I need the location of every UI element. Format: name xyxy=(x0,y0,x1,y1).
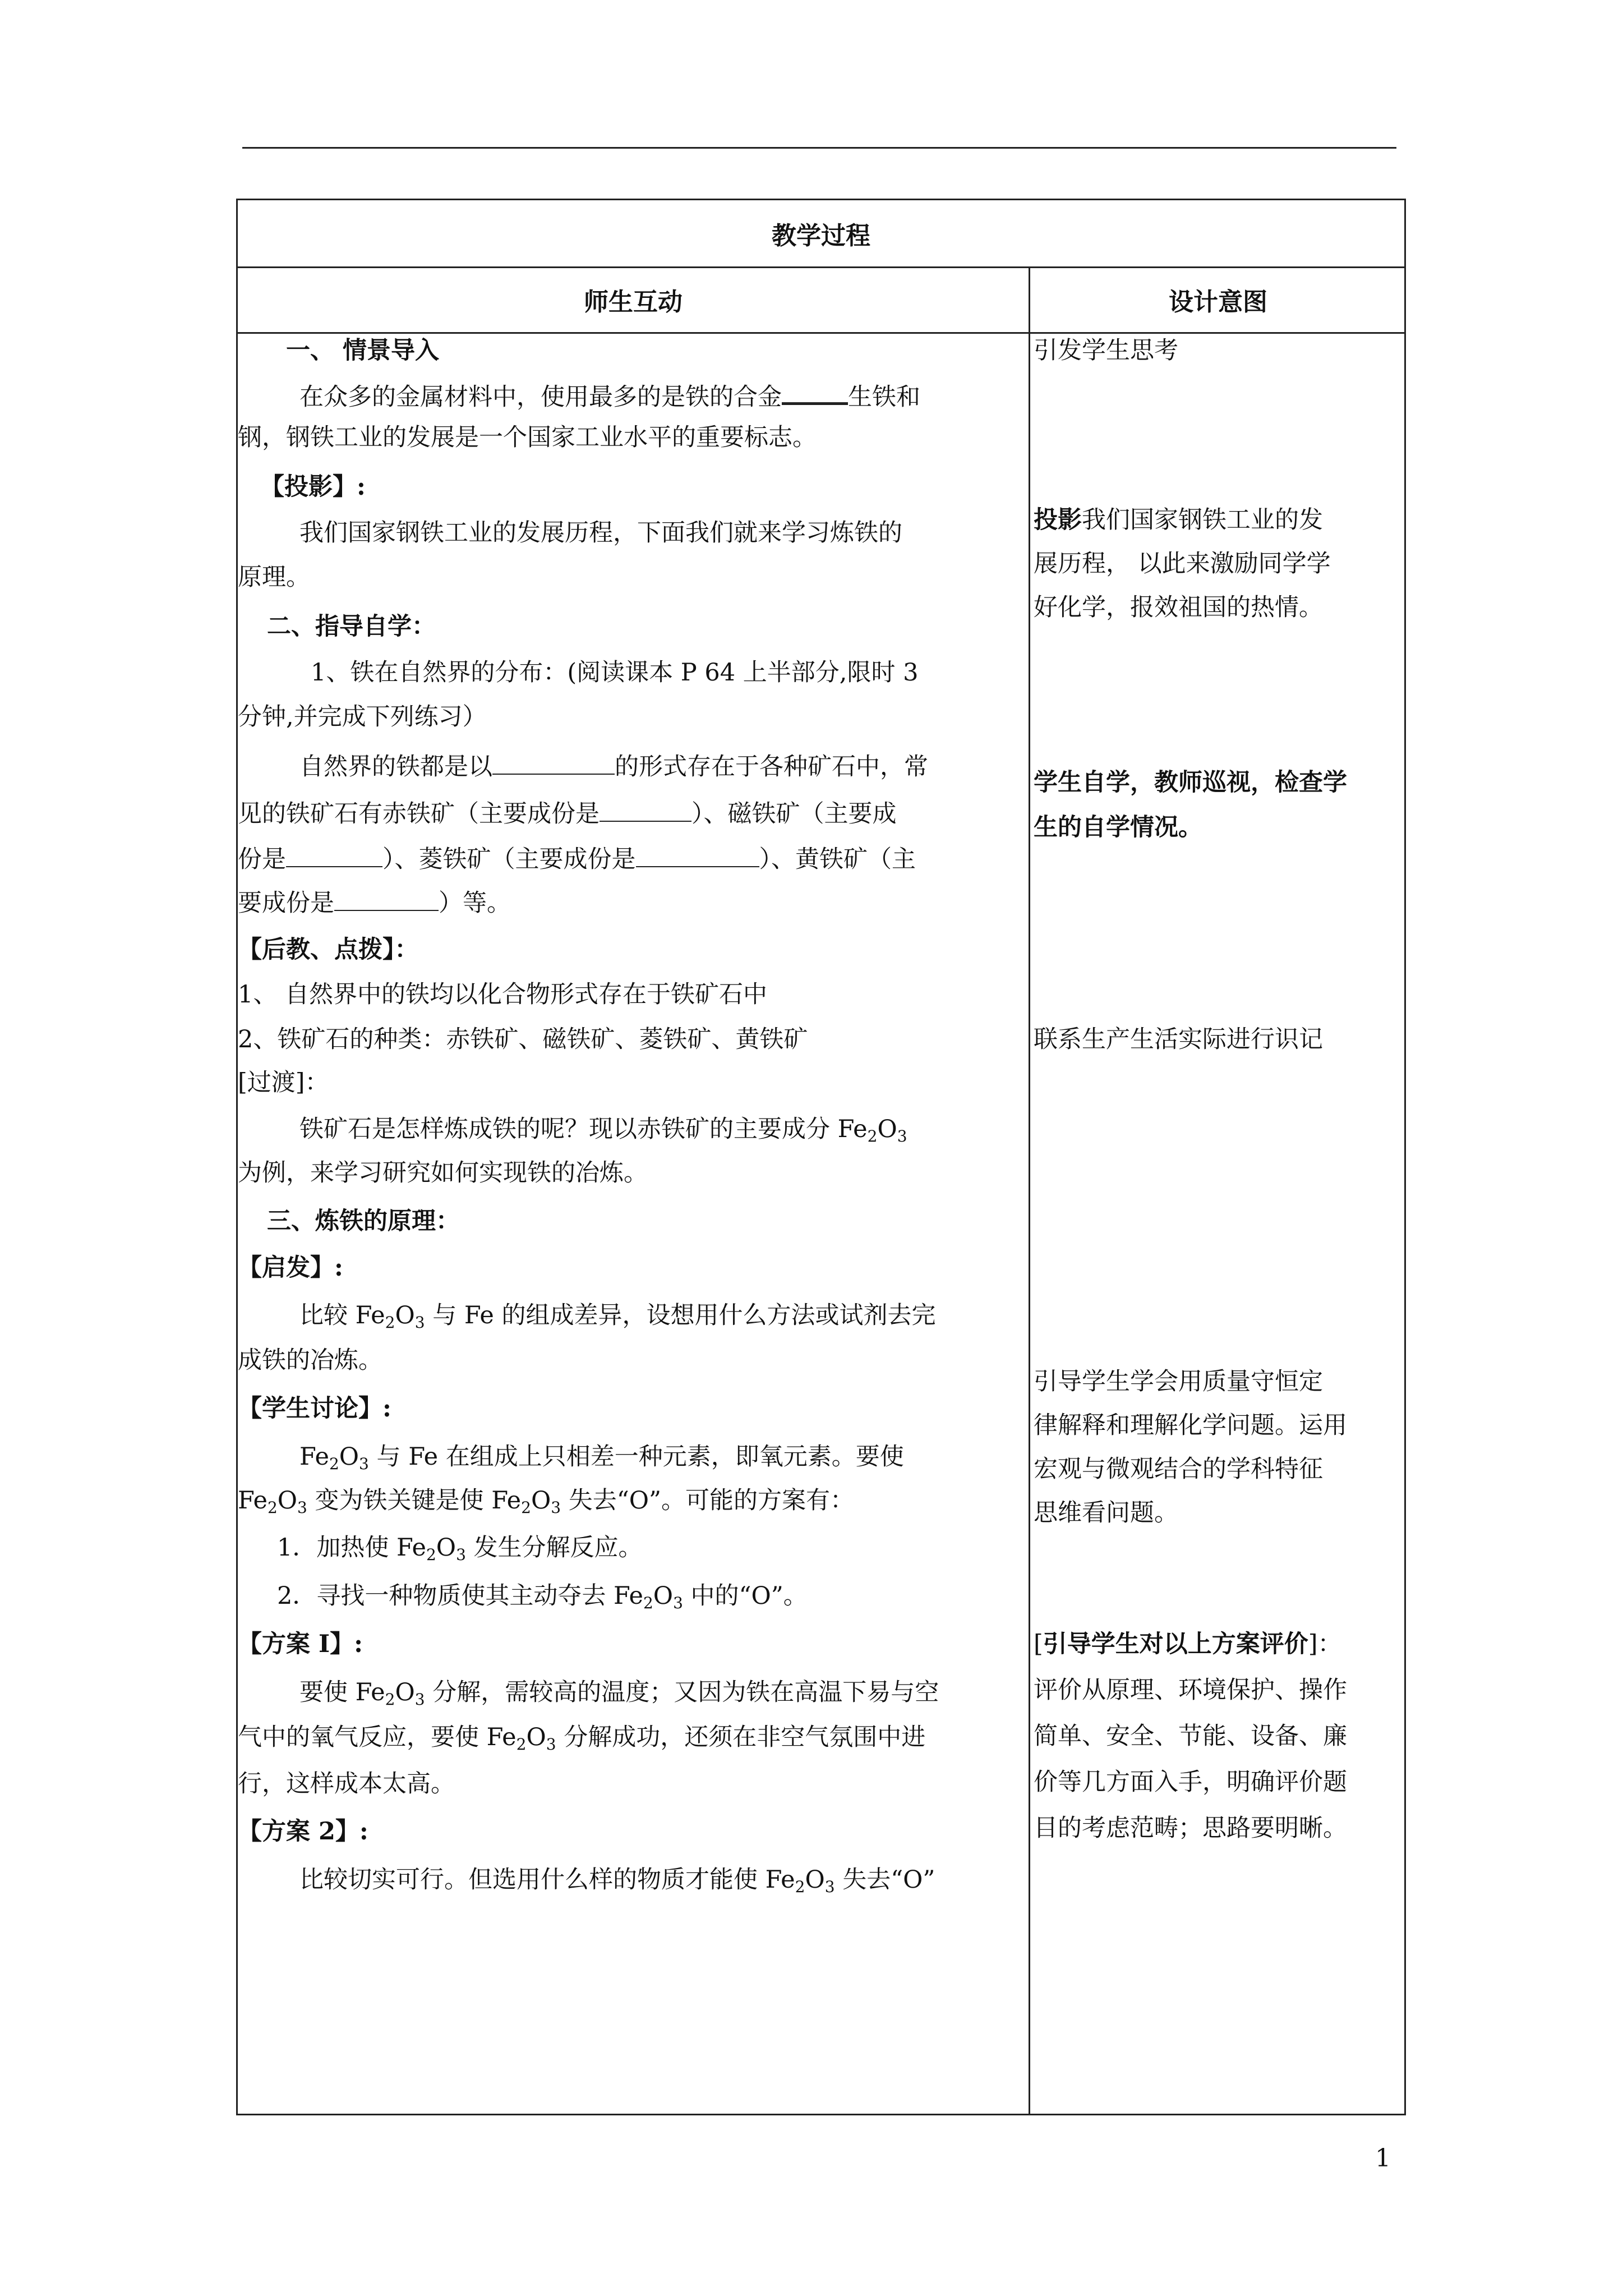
text-line: 2、铁矿石的种类：赤铁矿、磁铁矿、菱铁矿、黄铁矿 xyxy=(238,1025,808,1053)
section-1-heading: 一、 情景导入 xyxy=(286,337,439,365)
intent-text: 联系生产生活实际进行识记 xyxy=(1034,1025,1323,1053)
fill-blank xyxy=(600,796,691,822)
text-line: 气中的氧气反应，要使 $Fe_2O_3$ 分解成功，还须在非空气氛围中进 xyxy=(238,1723,926,1754)
intent-text: 价等几方面入手，明确评价题 xyxy=(1034,1768,1347,1796)
text-line: 2．寻找一种物质使其主动夺去 $Fe_2O_3$ 中的“O”。 xyxy=(277,1582,808,1612)
transition-label: [过渡]： xyxy=(238,1069,329,1097)
text-line: 1、 自然界中的铁均以化合物形式存在于铁矿石中 xyxy=(238,981,768,1009)
intent-text: 评价从原理、环境保护、操作 xyxy=(1034,1676,1347,1704)
intent-text: 引导学生学会用质量守恒定 xyxy=(1034,1368,1323,1396)
intent-text: 投影我们国家钢铁工业的发 xyxy=(1034,506,1323,534)
section-2-heading: 二、指导自学： xyxy=(267,613,436,641)
section-3-heading: 三、炼铁的原理： xyxy=(267,1207,460,1235)
text-line: 为例，来学习研究如何实现铁的冶炼。 xyxy=(238,1159,648,1187)
text-line: 见的铁矿石有赤铁矿（主要成份是 ）、磁铁矿（主要成 xyxy=(238,796,897,831)
text-line: 比较 $Fe_2O_3$ 与 Fe 的组成差异，设想用什么方法或试剂去完 xyxy=(299,1301,936,1332)
col-header-intent: 设计意图 xyxy=(1169,287,1267,316)
text-line: 1、铁在自然界的分布：(阅读课本 P 64 上半部分,限时 3 xyxy=(311,659,919,687)
column-divider xyxy=(1029,266,1030,2115)
projection-label: 【投影】: xyxy=(260,473,366,501)
page-number: 1 xyxy=(1375,2144,1391,2173)
intent-text: 引发学生思考 xyxy=(1034,337,1178,365)
text-line: 原理。 xyxy=(238,563,310,591)
plan-1-label: 【方案 I】: xyxy=(238,1630,363,1658)
text-line: $Fe_2O_3$ 与 Fe 在组成上只相差一种元素，即氧元素。要使 xyxy=(299,1443,904,1473)
header-rule xyxy=(242,147,1396,149)
lesson-table xyxy=(236,199,1406,2115)
intent-text: 律解释和理解化学问题。运用 xyxy=(1034,1411,1347,1439)
inspire-label: 【启发】: xyxy=(238,1254,343,1282)
intent-text: 好化学，报效祖国的热情。 xyxy=(1034,593,1323,622)
fill-blank xyxy=(782,378,848,405)
table-header-row xyxy=(238,266,1404,334)
text-line: 比较切实可行。但选用什么样的物质才能使 $Fe_2O_3$ 失去“O” xyxy=(299,1866,935,1896)
guidance-label: 【后教、点拨】： xyxy=(238,936,419,964)
fill-blank xyxy=(334,885,439,911)
text-line: 钢，钢铁工业的发展是一个国家工业水平的重要标志。 xyxy=(238,424,817,452)
text-line: 自然界的铁都是以 的形式存在于各种矿石中，常 xyxy=(299,749,928,784)
text-line: 1．加热使 $Fe_2O_3$ 发生分解反应。 xyxy=(277,1534,643,1564)
intent-text: 思维看问题。 xyxy=(1034,1499,1178,1527)
fill-blank xyxy=(636,841,759,867)
intent-text: 展历程， 以此来激励同学学 xyxy=(1034,550,1331,578)
intent-text: 学生自学，教师巡视，检查学 xyxy=(1034,769,1347,797)
text-line: 要使 $Fe_2O_3$ 分解，需较高的温度；又因为铁在高温下易与空 xyxy=(299,1678,939,1709)
table-title: 教学过程 xyxy=(238,200,1404,268)
col-header-interaction: 师生互动 xyxy=(584,287,683,316)
text-line: 份是 ）、菱铁矿（主要成份是 ）、黄铁矿（主 xyxy=(238,841,916,876)
intent-text: 宏观与微观结合的学科特征 xyxy=(1034,1455,1323,1483)
fill-blank xyxy=(286,841,382,867)
intent-text: 简单、安全、节能、设备、廉 xyxy=(1034,1722,1347,1750)
text-line: 在众多的金属材料中，使用最多的是铁的合金 生铁和 xyxy=(299,378,920,414)
intent-text: 生的自学情况。 xyxy=(1034,813,1202,841)
plan-2-label: 【方案 2】: xyxy=(238,1818,368,1846)
intent-text: 目的考虑范畴；思路要明晰。 xyxy=(1034,1814,1347,1842)
intent-text: [引导学生对以上方案评价]： xyxy=(1034,1630,1342,1658)
text-line: 行，这样成本太高。 xyxy=(238,1770,455,1798)
text-line: 我们国家钢铁工业的发展历程，下面我们就来学习炼铁的 xyxy=(299,519,902,547)
text-line: 成铁的冶炼。 xyxy=(238,1346,382,1374)
text-line: 要成份是 ）等。 xyxy=(238,885,511,920)
fill-blank xyxy=(492,749,615,775)
discussion-label: 【学生讨论】: xyxy=(238,1395,391,1423)
text-line: 分钟,并完成下列练习） xyxy=(238,703,487,731)
text-line: $Fe_2O_3$ 变为铁关键是使 $Fe_2O_3$ 失去“O”。可能的方案有： xyxy=(238,1487,854,1517)
text-line: 铁矿石是怎样炼成铁的呢？现以赤铁矿的主要成分 $Fe_2O_3$ xyxy=(299,1115,907,1145)
